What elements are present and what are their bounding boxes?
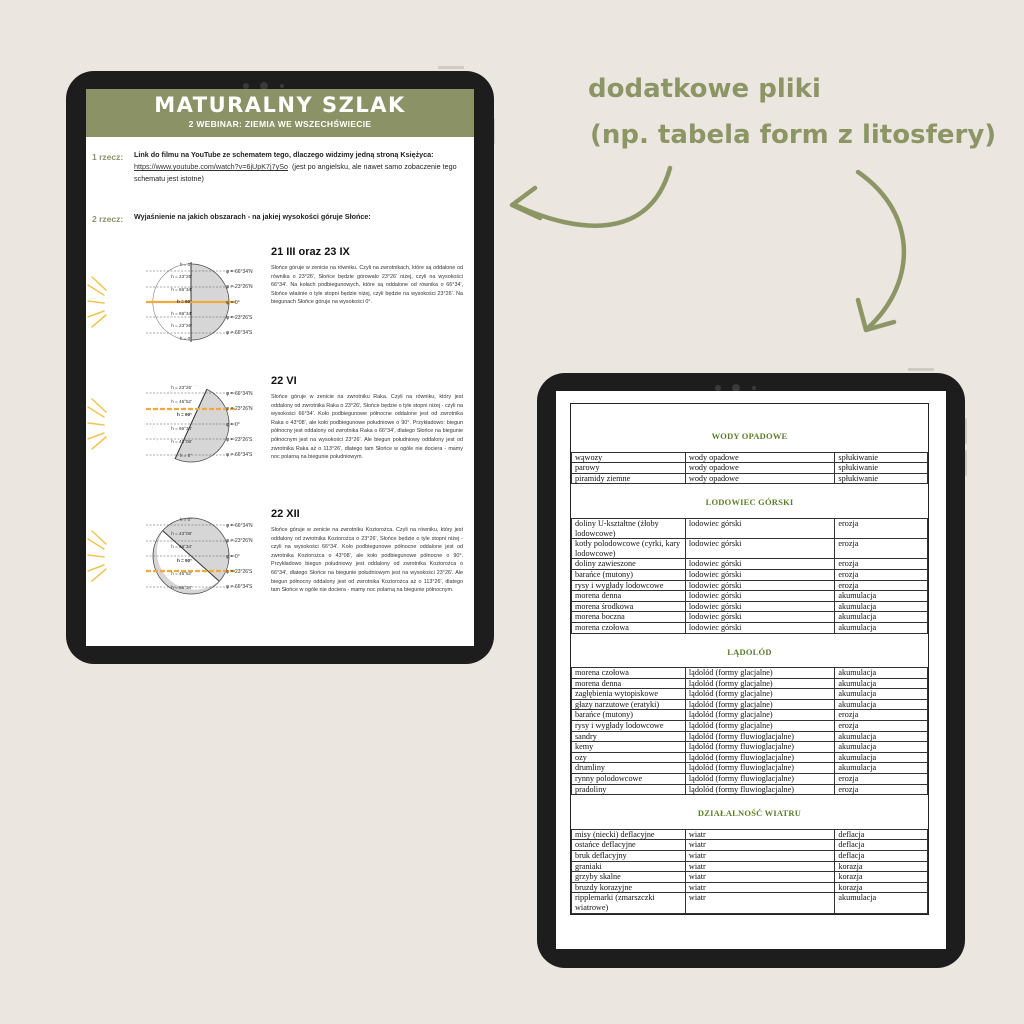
process-cell[interactable]: deflacja [835, 829, 928, 840]
item-2-label: 2 rzecz: [92, 214, 124, 224]
landform-cell[interactable]: rysy i wygłady lodowcowe [572, 580, 686, 591]
table-row[interactable] [572, 463, 928, 474]
group-heading-text: LĄDOLÓD [727, 646, 772, 657]
landform-cell[interactable]: kemy [572, 742, 686, 753]
table-row[interactable] [572, 539, 928, 559]
table-row[interactable] [572, 872, 928, 883]
agent-cell[interactable]: lodowiec górski [685, 601, 835, 612]
process-cell[interactable]: spłukiwanie [835, 473, 928, 484]
left-labels-2: h = 23°26' h = 46°52' h = 90° h = 66°34' h = 43°08' h = 0° [171, 385, 192, 458]
table-row[interactable] [572, 699, 928, 710]
landform-cell[interactable]: parowy [572, 463, 686, 474]
process-cell[interactable]: akumulacja [835, 622, 928, 633]
document-subtitle: 2 WEBINAR: ZIEMIA WE WSZECHŚWIECIE [188, 119, 372, 129]
agent-cell[interactable]: wiatr [685, 861, 835, 872]
agent-cell[interactable]: lądolód (formy glacjalne) [685, 689, 835, 700]
item-2-text [134, 211, 464, 223]
process-cell[interactable]: spłukiwanie [835, 452, 928, 463]
agent-cell[interactable]: lądolód (formy fluwioglacjalne) [685, 742, 835, 753]
agent-cell[interactable]: lądolód (formy fluwioglacjalne) [685, 752, 835, 763]
table-group-heading [572, 404, 928, 452]
landform-cell[interactable]: morena środkowa [572, 601, 686, 612]
table-row[interactable] [572, 473, 928, 484]
item-1-label: 1 rzecz: [92, 152, 124, 162]
caption-line-2: (np. tabela form z litosfery) [590, 120, 997, 150]
agent-cell[interactable]: wiatr [685, 893, 835, 913]
item-1-description: Link do filmu na YouTube ze schematem tego, dlaczego widzimy jedną stroną Księżyca: [134, 150, 434, 159]
table-group-heading [572, 633, 928, 668]
process-cell[interactable]: akumulacja [835, 893, 928, 913]
document-title: MATURALNY SZLAK [154, 93, 406, 117]
table-row[interactable] [572, 893, 928, 913]
landform-cell[interactable]: morena czołowa [572, 622, 686, 633]
process-cell[interactable]: akumulacja [835, 763, 928, 774]
item-1-note: (jest po angielsku, ale nawet samo zobaczenie tego schematu jest istotne) [134, 162, 457, 183]
agent-cell[interactable]: lodowiec górski [685, 559, 835, 570]
landform-cell[interactable]: misy (niecki) deflacyjne [572, 829, 686, 840]
sun-rays-1 [88, 277, 106, 327]
agent-cell[interactable]: lądolód (formy glacjalne) [685, 699, 835, 710]
agent-cell[interactable]: lądolód (formy fluwioglacjalne) [685, 784, 835, 795]
process-cell[interactable]: korazja [835, 872, 928, 883]
table-row[interactable] [572, 678, 928, 689]
process-cell[interactable]: akumulacja [835, 668, 928, 679]
process-cell[interactable]: akumulacja [835, 699, 928, 710]
process-cell[interactable]: akumulacja [835, 601, 928, 612]
table-row[interactable] [572, 752, 928, 763]
agent-cell[interactable]: wody opadowe [685, 473, 835, 484]
process-cell[interactable]: erozja [835, 721, 928, 732]
landform-cell[interactable]: doliny zawieszone [572, 559, 686, 570]
agent-cell[interactable]: lodowiec górski [685, 539, 835, 559]
process-cell[interactable]: korazja [835, 882, 928, 893]
agent-cell[interactable]: lądolód (formy fluwioglacjalne) [685, 774, 835, 785]
landform-cell[interactable]: grzyby skalne [572, 872, 686, 883]
left-labels-3: h = 0° h = 43°08' h = 66°34' h = 90° h = 46°52' h = 66°34' [171, 517, 192, 590]
process-cell[interactable]: deflacja [835, 851, 928, 862]
process-cell[interactable]: akumulacja [835, 752, 928, 763]
table-row[interactable] [572, 721, 928, 732]
landforms-document[interactable] [556, 391, 946, 949]
agent-cell[interactable]: wody opadowe [685, 463, 835, 474]
process-cell[interactable]: erozja [835, 774, 928, 785]
agent-cell[interactable]: lodowiec górski [685, 518, 835, 538]
agent-cell[interactable]: lądolód (formy fluwioglacjalne) [685, 763, 835, 774]
agent-cell[interactable]: wiatr [685, 829, 835, 840]
section-1-title: 21 III oraz 23 IX [271, 246, 350, 258]
landform-cell[interactable]: kotły polodowcowe (cyrki, kary lodowcowe) [572, 539, 686, 559]
right-labels-1: φ = 66°34'N φ = 23°26'N φ = 0° φ = 23°26'S φ = 66°34'S [226, 269, 253, 337]
group-heading-text: LODOWIEC GÓRSKI [705, 497, 794, 508]
section-1-text: Słońce góruje w zenicie na równiku. Czyli na zwrotnikach, które są oddalone od równika o 23°26', Słońce będzie górowało 23°26' niżej, czyli na wysokości 66°34'. Na kołach podbiegunowych, które są oddalone od równika o 66°34', Słońce właśnie o tyle stopni będzie niżej, czyli będzie na wysokości 23°26'. Na biegunach Słońce góruje na wysokości 0°. [271, 265, 463, 306]
process-cell[interactable]: akumulacja [835, 678, 928, 689]
agent-cell[interactable]: wody opadowe [685, 452, 835, 463]
table-row[interactable] [572, 580, 928, 591]
tablet-2-top-button [908, 368, 934, 371]
process-cell[interactable]: erozja [835, 569, 928, 580]
table-row[interactable] [572, 569, 928, 580]
landform-cell[interactable]: piramidy ziemne [572, 473, 686, 484]
process-cell[interactable]: erozja [835, 539, 928, 559]
table-row[interactable] [572, 622, 928, 633]
table-row[interactable] [572, 784, 928, 795]
landform-cell[interactable]: morena boczna [572, 612, 686, 623]
table-row[interactable] [572, 612, 928, 623]
agent-cell[interactable]: lądolód (formy glacjalne) [685, 721, 835, 732]
left-labels-1: h = 0° h = 23°26' h = 66°34' h = 90° h = 66°34' h = 23°26' h = 0° [171, 262, 192, 341]
table-row[interactable] [572, 591, 928, 602]
agent-cell[interactable]: lodowiec górski [685, 569, 835, 580]
table-row[interactable] [572, 731, 928, 742]
section-2-text: Słońce góruje w zenicie na zwrotniku Raka. Czyli na równiku, który jest oddalony od zwrotnika Raka o 23°26', Słońce będzie o tyle stopni niżej - czyli na wysokości 66°34'. Koło podbiegunowe północne oddalone jest od zwrotnika Raka o 43°08', ale koło podbiegunowe południowe o 90°. Przykładowo: biegun północny jest oddalony od zwrotnika Raka o 66°34', dlatego Słońce na biegunie północnym jest na wysokości 23°26'. Ale biegun południowy oddalony jest od zwrotnika Raka aż o 113°26', dlatego tam Słońce w ogóle nie dociera - mamy noc polarną na biegunie południowym. [271, 394, 463, 461]
arrow-right-curve [858, 172, 904, 328]
agent-cell[interactable]: lądolód (formy glacjalne) [685, 678, 835, 689]
table-row[interactable] [572, 518, 928, 538]
agent-cell[interactable]: wiatr [685, 882, 835, 893]
agent-cell[interactable]: lodowiec górski [685, 580, 835, 591]
caption-line-1: dodatkowe pliki [588, 74, 821, 104]
landform-cell[interactable]: ostańce deflacyjne [572, 840, 686, 851]
table-row[interactable] [572, 601, 928, 612]
process-cell[interactable]: erozja [835, 518, 928, 538]
tablet-1-top-button [438, 66, 464, 69]
table-row[interactable] [572, 861, 928, 872]
document-banner [86, 89, 474, 137]
right-labels-2: φ = 66°34'N φ = 23°26'N φ = 0° φ = 23°26'S φ = 66°34'S [226, 391, 253, 459]
landform-cell[interactable]: drumliny [572, 763, 686, 774]
landform-cell[interactable]: graniaki [572, 861, 686, 872]
agent-cell[interactable]: lądolód (formy fluwioglacjalne) [685, 731, 835, 742]
process-cell[interactable]: akumulacja [835, 689, 928, 700]
table-group-heading [572, 795, 928, 830]
process-cell[interactable]: akumulacja [835, 742, 928, 753]
item-2-description: Wyjaśnienie na jakich obszarach - na jakiej wysokości góruje Słońce: [134, 212, 371, 221]
landform-cell[interactable]: bruzdy korazyjne [572, 882, 686, 893]
section-3-title: 22 XII [271, 508, 300, 520]
landform-cell[interactable]: ozy [572, 752, 686, 763]
landforms-table [570, 403, 929, 915]
agent-cell[interactable]: lodowiec górski [685, 622, 835, 633]
table-row[interactable] [572, 840, 928, 851]
item-1-text [134, 149, 464, 185]
landform-cell[interactable]: morena denna [572, 678, 686, 689]
tablet-2 [537, 373, 965, 968]
tablet-1 [66, 71, 494, 664]
process-cell[interactable]: erozja [835, 784, 928, 795]
table-row[interactable] [572, 763, 928, 774]
landform-cell[interactable]: bruk deflacyjny [572, 851, 686, 862]
process-cell[interactable]: deflacja [835, 840, 928, 851]
right-labels-3: φ = 66°34'N φ = 23°26'N φ = 0° φ = 23°26'S φ = 66°34'S [226, 523, 253, 591]
landform-cell[interactable]: zagłębienia wytopiskowe [572, 689, 686, 700]
tablet-2-camera [715, 379, 765, 387]
landform-cell[interactable]: morena czołowa [572, 668, 686, 679]
table-row[interactable] [572, 689, 928, 700]
section-3-text: Słońce góruje w zenicie na zwrotniku Koziorożca. Czyli na równiku, który jest oddalony od zwrotnika Koziorożca o 23°26', Słońce będzie o tyle stopni niżej - czyli na wysokości 66°34'. Koło podbiegunowe północne oddalone jest od zwrotnika Koziorożca o 43°08', ale koło podbiegunowe północne o 90°. Przykładowo biegun południowy jest oddalony od zwrotnika Koziorożca o 66°34', dlatego Słońce na biegunie południowym jest na wysokości 23°26'. Ale biegun północny oddalony jest od zwrotnika Koziorożca aż o 113°26', dlatego tam Słońce w ogóle nie dociera - mamy noc polarną na biegunie północnym. [271, 527, 463, 594]
table-row[interactable] [572, 774, 928, 785]
landform-cell[interactable]: głazy narzutowe (eratyki) [572, 699, 686, 710]
process-cell[interactable]: akumulacja [835, 591, 928, 602]
table-row[interactable] [572, 829, 928, 840]
landform-cell[interactable]: ripplemarki (zmarszczki wiatrowe) [572, 893, 686, 913]
table-row[interactable] [572, 710, 928, 721]
agent-cell[interactable]: wiatr [685, 851, 835, 862]
process-cell[interactable]: erozja [835, 559, 928, 570]
landform-cell[interactable]: barańce (mutony) [572, 569, 686, 580]
table-row[interactable] [572, 882, 928, 893]
agent-cell[interactable]: lodowiec górski [685, 591, 835, 602]
landform-cell[interactable]: barańce (mutony) [572, 710, 686, 721]
group-heading-text: WODY OPADOWE [711, 431, 788, 441]
landform-cell[interactable]: sandry [572, 731, 686, 742]
table-row[interactable] [572, 559, 928, 570]
process-cell[interactable]: akumulacja [835, 731, 928, 742]
landform-cell[interactable]: doliny U-kształtne (żłoby lodowcowe) [572, 518, 686, 538]
tablet-1-camera [243, 77, 293, 85]
agent-cell[interactable]: wiatr [685, 872, 835, 883]
agent-cell[interactable]: lądolód (formy glacjalne) [685, 710, 835, 721]
process-cell[interactable]: akumulacja [835, 612, 928, 623]
process-cell[interactable]: erozja [835, 580, 928, 591]
table-row[interactable] [572, 742, 928, 753]
table-group-heading [572, 484, 928, 519]
agent-cell[interactable]: wiatr [685, 840, 835, 851]
process-cell[interactable]: erozja [835, 710, 928, 721]
webinar-document[interactable] [86, 89, 474, 646]
table-row[interactable] [572, 851, 928, 862]
youtube-link[interactable]: https://www.youtube.com/watch?v=6jUpK7j7ySo [134, 162, 289, 171]
landform-cell[interactable]: morena denna [572, 591, 686, 602]
group-heading-text: DZIAŁALNOŚĆ WIATRU [697, 808, 802, 819]
table-row[interactable] [572, 452, 928, 463]
landform-cell[interactable]: rynny polodowcowe [572, 774, 686, 785]
agent-cell[interactable]: lądolód (formy glacjalne) [685, 668, 835, 679]
table-row[interactable] [572, 668, 928, 679]
landform-cell[interactable]: pradoliny [572, 784, 686, 795]
process-cell[interactable]: spłukiwanie [835, 463, 928, 474]
landform-cell[interactable]: rysy i wygłady lodowcowe [572, 721, 686, 732]
landform-cell[interactable]: wąwozy [572, 452, 686, 463]
agent-cell[interactable]: lodowiec górski [685, 612, 835, 623]
section-2-title: 22 VI [271, 375, 297, 387]
process-cell[interactable]: korazja [835, 861, 928, 872]
